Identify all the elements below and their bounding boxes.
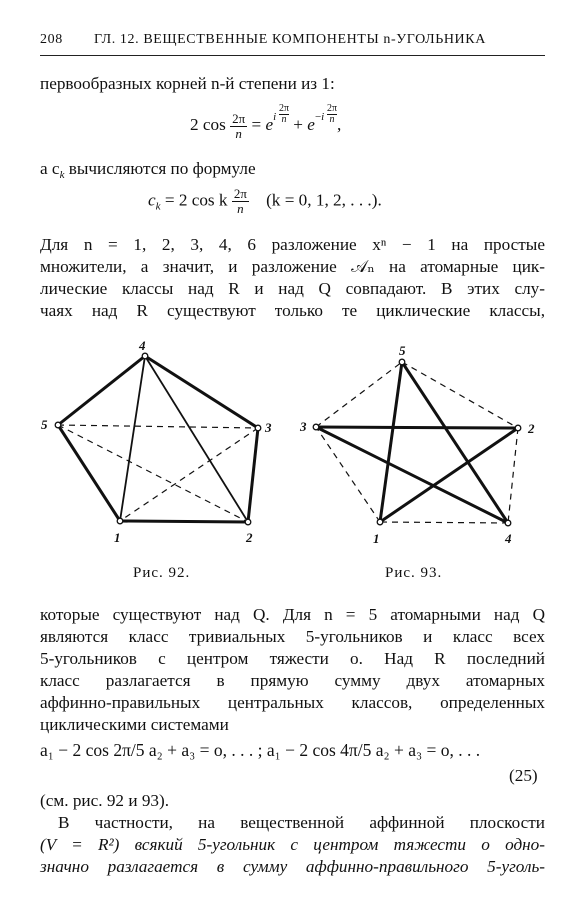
vertex-label: 5 xyxy=(399,343,406,358)
text-line: значно разлагается в сумму аффинно-правильного 5-уголь- xyxy=(40,857,545,876)
text-line: класс разлагается в прямую сумму двух атомарных xyxy=(40,671,545,690)
text-line: а $c_k$ вычисляются по формуле xyxy=(40,159,256,181)
equation-number: (25) xyxy=(509,766,538,785)
eq1-lhs: 2 cos xyxy=(190,115,226,134)
vertex-label: 5 xyxy=(41,417,48,432)
text-line: Для n = 1, 2, 3, 4, 6 разложение xⁿ − 1 на простые xyxy=(40,235,545,254)
figure-93-caption: Рис. 93. xyxy=(385,565,443,581)
text-line: (см. рис. 92 и 93). xyxy=(40,791,170,810)
text-line: являются класс тривиальных 5-угольников и класс всех xyxy=(40,627,545,646)
vertex-label: 3 xyxy=(300,419,307,434)
equation-25: a₁ − 2 cos 2π/5 a₂ + a₃ = o, . . . ; a₁ − 2 cos 4π/5 a₂ + a₃ = o, . . . xyxy=(40,740,481,760)
text-line: 5-угольников с центром тяжести o. Над R последний xyxy=(40,649,545,668)
text-line: аффинно-правильных центральных классов, определенных xyxy=(40,693,545,712)
running-title: ГЛ. 12. ВЕЩЕСТВЕННЫЕ КОМПОНЕНТЫ n-УГОЛЬНИКА xyxy=(94,32,486,47)
eq1-fraction: $\frac{2\pi}{n}$ xyxy=(232,110,246,141)
figure-92-caption: Рис. 92. xyxy=(133,565,191,581)
text-line: множители, а значит, и разложение 𝒜ₙ на атомарные цик- xyxy=(40,257,545,276)
vertex-label: 2 xyxy=(528,421,535,436)
equation-2: $c_k = 2$ cos k $\frac{2\pi}{n}$ (k = 0, 1, 2, . . .). xyxy=(148,186,382,216)
text-line: первообразных корней n-й степени из 1: xyxy=(40,74,335,93)
vertex-label: 1 xyxy=(114,530,121,545)
vertex-label: 4 xyxy=(505,531,512,546)
text-line: лические классы над R и над Q совпадают. В этих слу- xyxy=(40,279,545,298)
text-line: (V = R²) всякий 5-угольник с центром тяжести o одно- xyxy=(40,835,545,854)
page-number: 208 xyxy=(40,32,63,47)
text-line: В частности, на вещественной аффинной плоскости xyxy=(58,813,545,832)
vertex-label: 1 xyxy=(373,531,380,546)
vertex-label: 2 xyxy=(246,530,253,545)
text-line: циклическими системами xyxy=(40,715,229,734)
text-line: которые существуют над Q. Для n = 5 атомарными над Q xyxy=(40,605,545,624)
eq1-rhs: = $e^{i \frac{2\pi}{n}}$ + $e^{-i \frac{2\pi}{n}}$ , xyxy=(251,103,342,134)
text-line: чаях над R существуют только те циклические классы, xyxy=(40,301,545,320)
vertex-label: 4 xyxy=(139,338,146,353)
vertex-label: 3 xyxy=(265,420,272,435)
